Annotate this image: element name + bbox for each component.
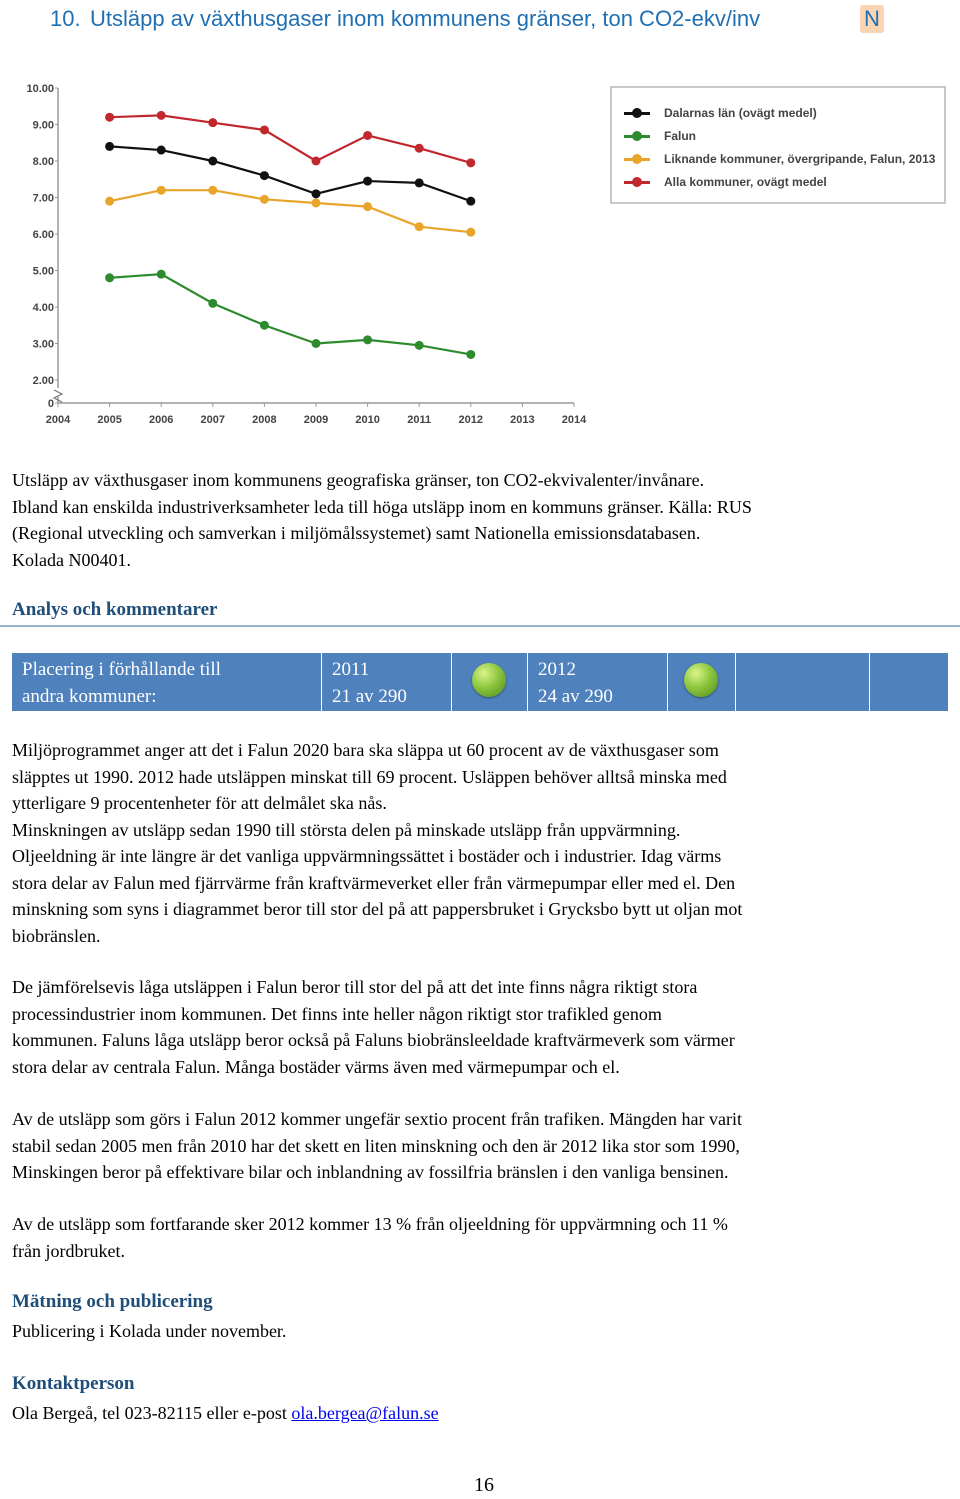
legend-label-3: Alla kommuner, ovägt medel [664, 175, 827, 189]
series-point-1 [363, 335, 372, 344]
caption-line: Utsläpp av växthusgaser inom kommunens geografiska gränser, ton CO2-ekvivalenter/invånare. [12, 470, 705, 490]
placement-label-cell [12, 653, 322, 711]
y-tick-label: 3.00 [32, 338, 54, 351]
text-line: släpptes ut 1990. 2012 hade utsläppen minskat till 69 procent. Usläppen behöver alltså minska med [12, 766, 727, 787]
y-tick-label: 10.00 [26, 83, 54, 95]
axis-break-icon [54, 390, 62, 402]
series-point-3 [105, 113, 114, 122]
caption-line: Ibland kan enskilda industriverksamheter leda till höga utsläpp inom en kommuns gränser. Källa: RUS [12, 496, 752, 517]
text-line: Av de utsläpp som fortfarande sker 2012 kommer 13 % från oljeeldning för uppvärmning och 11 % [12, 1214, 728, 1234]
caption-line: Kolada N00401. [12, 549, 131, 570]
series-point-0 [415, 178, 424, 187]
series-point-0 [157, 146, 166, 155]
series-point-0 [466, 197, 475, 206]
paragraph-3 [12, 1106, 952, 1186]
section-rule [0, 625, 960, 627]
x-tick-label: 2008 [252, 414, 277, 426]
paragraph-2 [12, 974, 952, 1080]
series-point-1 [260, 321, 269, 330]
legend-dot-0 [632, 108, 642, 118]
series-point-3 [415, 144, 424, 153]
text-line: kommunen. Faluns låga utsläpp beror också på Faluns biobränsleeldade kraftvärmeverk som värmer [12, 1030, 735, 1050]
green-indicator-icon [472, 663, 506, 697]
placement-year: 2011 [332, 659, 370, 680]
series-point-2 [312, 198, 321, 207]
series-point-0 [363, 177, 372, 186]
x-tick-label: 2009 [303, 414, 329, 426]
analysis-heading: Analys och kommentarer [12, 599, 218, 620]
x-tick-label: 2005 [97, 414, 122, 426]
series-point-2 [157, 186, 166, 195]
green-indicator-icon [684, 663, 718, 697]
y-tick-label: 4.00 [32, 302, 54, 314]
series-point-2 [208, 186, 217, 195]
series-point-2 [415, 222, 424, 231]
text-line: biobränslen. [12, 925, 101, 946]
chart-caption [12, 467, 952, 573]
placement-indicator-cell [452, 653, 528, 711]
text-line: De jämförelsevis låga utsläppen i Falun beror till stor del på att det inte finns några riktigt stora [12, 977, 698, 997]
text-line: ytterligare 9 procentenheter för att delmålet ska nås. [12, 793, 387, 813]
contact-text [12, 1400, 952, 1427]
series-point-3 [208, 118, 217, 127]
series-point-3 [157, 111, 166, 120]
text-line: Minskningen av utsläpp sedan 1990 till största delen på minskade utsläpp från uppvärmning. [12, 819, 681, 840]
placement-empty-cell [736, 653, 870, 711]
chart-legend [610, 86, 946, 204]
series-point-0 [260, 171, 269, 180]
x-tick-label: 2007 [200, 414, 226, 426]
heading-badge: N [860, 5, 884, 33]
y-tick-label: 6.00 [32, 229, 54, 241]
series-point-2 [363, 202, 372, 211]
y-tick-label: 8.00 [32, 156, 54, 168]
text-line: Oljeeldning är inte längre är det vanliga uppvärmningssättet i bostäder och i industrier. Idag värms [12, 846, 722, 866]
y-tick-label: 0 [47, 398, 54, 410]
text-line: från jordbruket. [12, 1240, 125, 1261]
series-point-2 [260, 195, 269, 204]
placement-year-cell [528, 653, 668, 711]
text-line: minskning som syns i diagrammet beror till stor del på att pappersbruket i Grycksbo bytt ut oljan mot [12, 899, 743, 919]
placement-label: Placering i förhållande till [22, 659, 221, 680]
text-line: Av de utsläpp som görs i Falun 2012 kommer ungefär sextio procent från trafiken. Mängden har varit [12, 1109, 742, 1129]
series-point-3 [363, 131, 372, 140]
placement-empty-cell [870, 653, 948, 711]
legend-label-2: Liknande kommuner, övergripande, Falun, 2013 [664, 152, 936, 166]
text-line: stabil sedan 2005 men från 2010 har det skett en liten minskning och den är 2012 lika stor som 1990, [12, 1135, 740, 1156]
heading-title: Utsläpp av växthusgaser inom kommunens gränser, ton CO2-ekv/inv [90, 6, 761, 31]
contact-heading: Kontaktperson [12, 1373, 135, 1394]
y-tick-label: 7.00 [32, 192, 54, 205]
x-tick-label: 2006 [148, 414, 174, 426]
series-point-1 [312, 339, 321, 348]
x-tick-label: 2011 [407, 414, 432, 426]
placement-label: andra kommuner: [22, 686, 157, 707]
y-tick-label: 2.00 [32, 375, 54, 387]
placement-rank: 21 av 290 [332, 686, 407, 707]
x-tick-label: 2014 [561, 414, 587, 426]
legend-label-0: Dalarnas län (ovägt medel) [664, 106, 817, 120]
text-line: stora delar av centrala Falun. Många bostäder värms även med värmepumpar och el. [12, 1056, 620, 1077]
section-heading [0, 0, 960, 36]
series-point-0 [312, 189, 321, 198]
legend-dot-3 [632, 177, 642, 187]
series-point-0 [105, 142, 114, 151]
y-tick-label: 9.00 [32, 119, 54, 132]
x-tick-label: 2013 [510, 414, 535, 426]
series-point-1 [105, 273, 114, 282]
series-point-1 [415, 341, 424, 350]
series-point-1 [157, 270, 166, 279]
placement-rank: 24 av 290 [538, 686, 613, 707]
series-point-3 [260, 125, 269, 134]
contact-details: Ola Bergeå, tel 023-82115 eller e-post [12, 1403, 292, 1423]
paragraph-4 [12, 1211, 952, 1264]
placement-year: 2012 [538, 659, 576, 680]
series-line-3 [110, 115, 471, 162]
legend-dot-2 [632, 154, 642, 164]
legend-dot-1 [632, 131, 642, 141]
series-point-1 [208, 299, 217, 308]
series-point-3 [312, 157, 321, 166]
series-point-2 [466, 228, 475, 237]
y-tick-label: 5.00 [32, 265, 54, 278]
measurement-heading: Mätning och publicering [12, 1291, 213, 1312]
series-point-2 [105, 197, 114, 206]
series-point-3 [466, 158, 475, 167]
x-tick-label: 2012 [458, 414, 484, 426]
paragraph-1 [12, 737, 952, 949]
placement-indicator-cell [668, 653, 736, 711]
email-link[interactable]: ola.bergea@falun.se [291, 1403, 439, 1423]
caption-line: (Regional utveckling och samverkan i miljömålssystemet) samt Nationella emissionsdatabasen. [12, 523, 701, 543]
series-point-0 [208, 157, 217, 166]
placement-table [12, 653, 948, 711]
series-point-1 [466, 350, 475, 359]
x-tick-label: 2010 [355, 414, 380, 426]
page-number: 16 [474, 1474, 494, 1496]
text-line: Miljöprogrammet anger att det i Falun 2020 bara ska släppa ut 60 procent av de växthusgaser som [12, 740, 719, 760]
legend-label-1: Falun [664, 129, 696, 143]
x-tick-label: 2004 [45, 414, 71, 426]
text-line: processindustrier inom kommunen. Det finns inte heller någon riktigt stor trafikled genom [12, 1003, 662, 1024]
measurement-text: Publicering i Kolada under november. [12, 1321, 287, 1341]
text-line: Minskingen beror på effektivare bilar och inblandning av fossilfria bränslen i den vanliga bensinen. [12, 1162, 729, 1182]
text-line: stora delar av Falun med fjärrvärme från kraftvärmeverket eller från värmepumpar eller med el. Den [12, 872, 736, 893]
placement-year-cell [322, 653, 452, 711]
heading-number: 10. [50, 6, 81, 31]
